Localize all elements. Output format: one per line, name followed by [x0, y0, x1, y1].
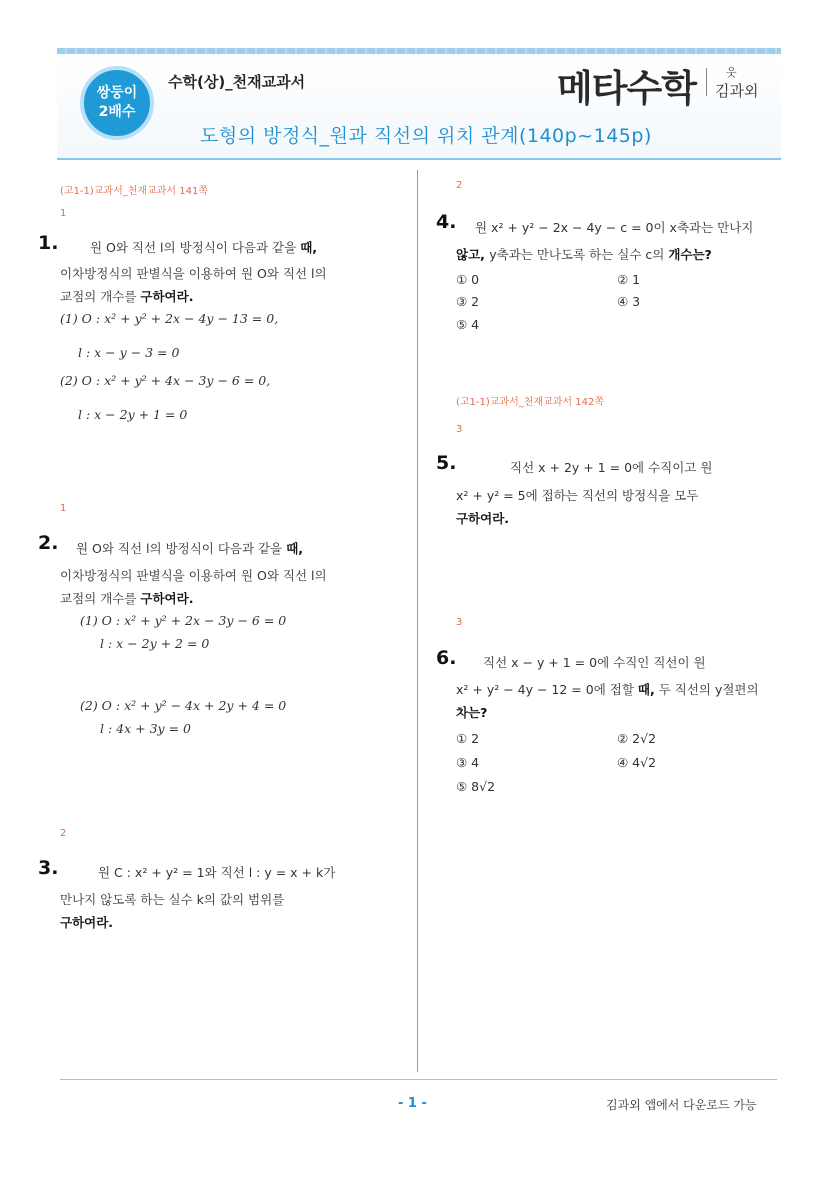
q3-line2: 만나지 않도록 하는 실수 k의 값의 범위를: [60, 892, 285, 907]
q1-line2: 이차방정식의 판별식을 이용하여 원 O와 직선 l의: [60, 266, 327, 281]
brand-divider: [706, 68, 707, 96]
difficulty-label: 2: [456, 180, 463, 191]
difficulty-label: 2: [60, 828, 67, 839]
choice-3[interactable]: ③ 2: [456, 294, 480, 309]
badge-line2: 2배수: [98, 104, 136, 120]
choice-2[interactable]: ② 2√2: [617, 731, 657, 746]
q1-sub1b: l : x − y − 3 = 0: [78, 345, 180, 360]
page-title: 도형의 방정식_원과 직선의 위치 관계(140p~145p): [200, 125, 652, 147]
q2-sub2: (2) O : x² + y² − 4x + 2y + 4 = 0: [80, 698, 287, 713]
q2-sub1: (1) O : x² + y² + 2x − 3y − 6 = 0: [80, 613, 287, 628]
subject-label: 수학(상)_천재교과서: [168, 73, 306, 91]
q6-line1: 직선 x − y + 1 = 0에 수직인 직선이 원: [483, 655, 706, 670]
q5-line3: 구하여라.: [456, 511, 510, 526]
source-label: (고1-1)교과서_천재교과서 142쪽: [456, 397, 605, 408]
q2-sub1b: l : x − 2y + 2 = 0: [100, 636, 210, 651]
question-number: 4.: [436, 211, 457, 233]
q4-line2: 않고, y축과는 만나도록 하는 실수 c의 개수는?: [456, 247, 712, 262]
question-number: 3.: [38, 857, 59, 879]
q1-sub2: (2) O : x² + y² + 4x − 3y − 6 = 0,: [60, 373, 271, 388]
q1-sub1: (1) O : x² + y² + 2x − 4y − 13 = 0,: [60, 311, 279, 326]
choice-3[interactable]: ③ 4: [456, 755, 480, 770]
level-badge: [80, 66, 154, 140]
badge-line1: 쌍둥이: [96, 85, 138, 101]
page-number: - 1 -: [398, 1096, 427, 1111]
choice-1[interactable]: ① 2: [456, 731, 480, 746]
q3-line1: 원 C : x² + y² = 1와 직선 l : y = x + k가: [98, 865, 336, 880]
question-number: 5.: [436, 452, 457, 474]
q2-sub2b: l : 4x + 3y = 0: [100, 721, 191, 736]
brand-sub-logo: 김과외: [715, 82, 759, 100]
difficulty-label: 1: [60, 208, 67, 219]
footer-line: [60, 1079, 777, 1080]
q1-line1: 원 O와 직선 l의 방정식이 다음과 같을 때,: [90, 240, 318, 255]
footer-note: 김과외 앱에서 다운로드 가능: [606, 1098, 757, 1112]
q1-sub2b: l : x − 2y + 1 = 0: [78, 407, 188, 422]
question-number: 1.: [38, 232, 59, 254]
column-divider: [417, 170, 418, 1072]
question-number: 2.: [38, 532, 59, 554]
q6-line2: x² + y² − 4y − 12 = 0에 접할 때, 두 직선의 y절편의: [456, 682, 759, 697]
choice-1[interactable]: ① 0: [456, 272, 480, 287]
choice-5[interactable]: ⑤ 4: [456, 317, 480, 332]
source-label: (고1-1)교과서_천재교과서 141쪽: [60, 186, 209, 197]
q4-line1: 원 x² + y² − 2x − 4y − c = 0이 x축과는 만나지: [475, 220, 754, 235]
q3-line3: 구하여라.: [60, 915, 114, 930]
q2-line1: 원 O와 직선 l의 방정식이 다음과 같을 때,: [76, 541, 304, 556]
q1-line3: 교점의 개수를 구하여라.: [60, 289, 194, 304]
difficulty-label: 3: [456, 424, 463, 435]
brand-logo: 메타수학: [557, 67, 696, 110]
choice-4[interactable]: ④ 4√2: [617, 755, 657, 770]
q5-line2: x² + y² = 5에 접하는 직선의 방정식을 모두: [456, 488, 699, 503]
question-number: 6.: [436, 647, 457, 669]
q5-line1: 직선 x + 2y + 1 = 0에 수직이고 원: [510, 460, 713, 475]
difficulty-label: 1: [60, 503, 67, 514]
choice-4[interactable]: ④ 3: [617, 294, 641, 309]
q2-line3: 교점의 개수를 구하여라.: [60, 591, 194, 606]
person-icon: 웃: [726, 66, 737, 79]
choice-2[interactable]: ② 1: [617, 272, 641, 287]
q2-line2: 이차방정식의 판별식을 이용하여 원 O와 직선 l의: [60, 568, 327, 583]
choice-5[interactable]: ⑤ 8√2: [456, 779, 496, 794]
q6-line3: 차는?: [456, 705, 488, 720]
difficulty-label: 3: [456, 617, 463, 628]
